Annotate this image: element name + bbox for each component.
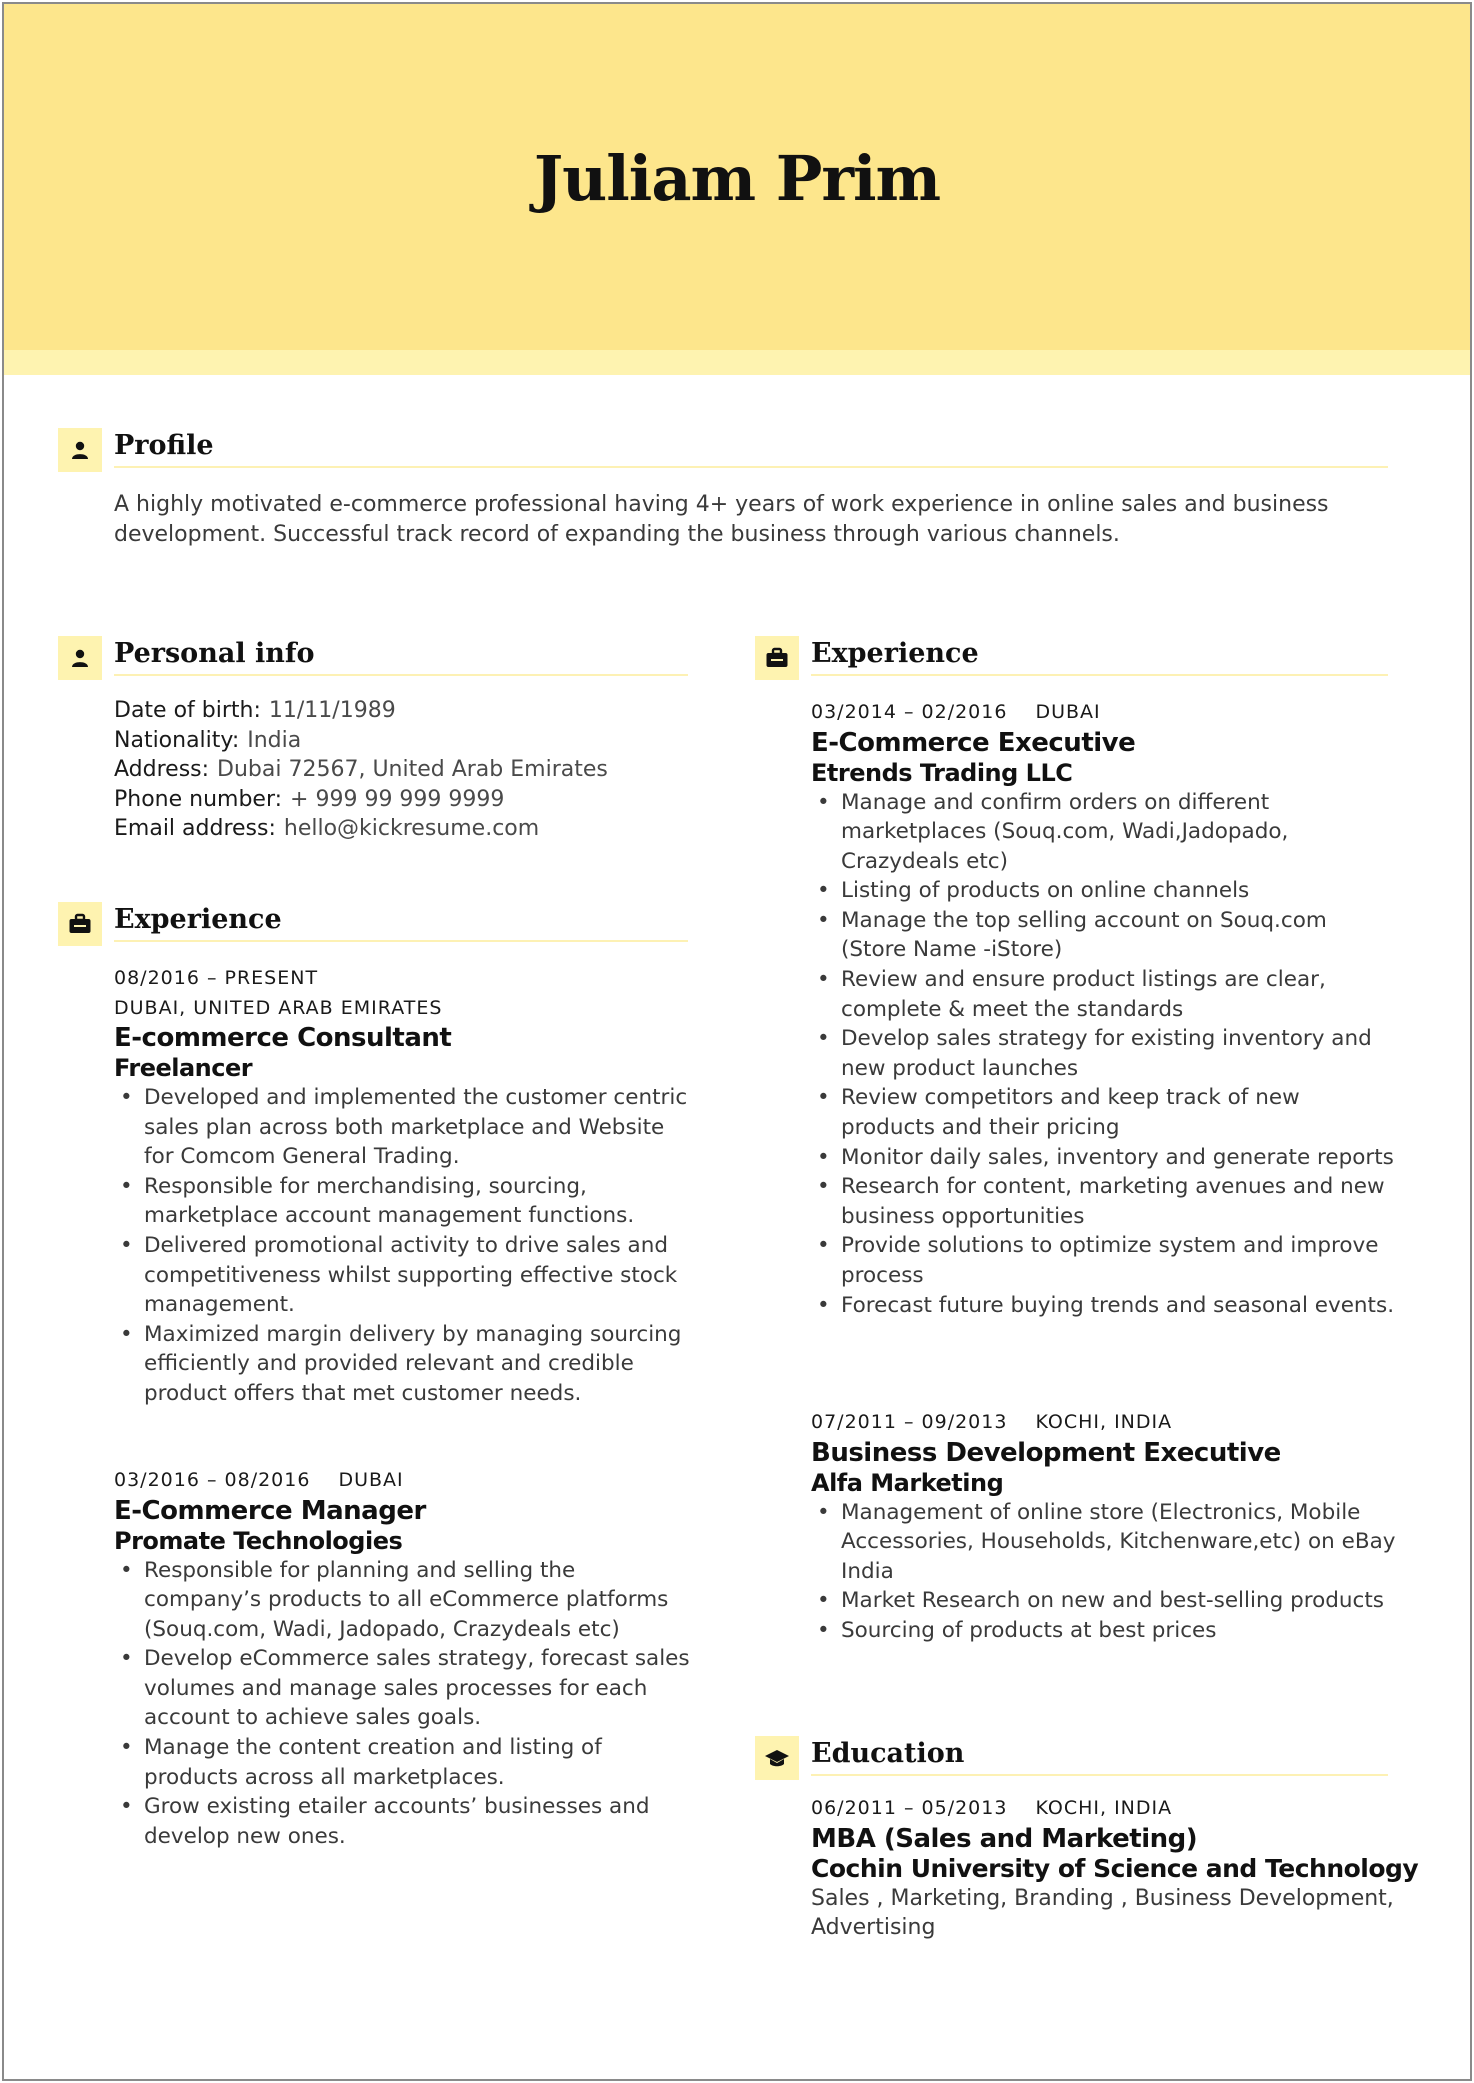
profile-title: Profile — [114, 430, 214, 461]
candidate-name: Juliam Prim — [533, 142, 941, 215]
section-divider — [114, 940, 688, 942]
personal-info-title: Personal info — [114, 638, 315, 669]
job-bullets — [811, 788, 1396, 1321]
list-item: • Listing of products on online channels — [811, 876, 1396, 906]
personal-info-section-header — [58, 636, 688, 682]
personal-info-row — [114, 814, 694, 844]
personal-info-list — [114, 696, 694, 844]
info-value: Dubai 72567, United Arab Emirates — [217, 757, 608, 782]
list-item: • Monitor daily sales, inventory and generate reports — [811, 1143, 1396, 1173]
list-item: • Responsible for merchandising, sourcing, marketplace account management functions. — [114, 1172, 694, 1231]
job-location: DUBAI — [1035, 701, 1101, 723]
personal-info-row — [114, 755, 694, 785]
job-role: Business Development Executive — [811, 1437, 1281, 1468]
list-item: • Developed and implemented the customer centric sales plan across both marketplace and Website for Comcom General Trading. — [114, 1083, 694, 1172]
job-company: Promate Technologies — [114, 1526, 403, 1555]
education-dates: 06/2011 – 05/2013 — [811, 1797, 1008, 1819]
list-item: • Delivered promotional activity to drive sales and competitiveness whilst supporting effective stock management. — [114, 1231, 694, 1320]
info-value: + 999 99 999 9999 — [290, 786, 505, 812]
info-value: 11/11/1989 — [268, 698, 396, 723]
briefcase-icon — [58, 902, 102, 946]
person-icon — [58, 636, 102, 680]
job-role: E-Commerce Executive — [811, 727, 1136, 758]
list-item: • Responsible for planning and selling the company’s products to all eCommerce platforms (Souq.com, Wadi, Jadopado, Crazydeals etc) — [114, 1556, 694, 1645]
list-item: • Maximized margin delivery by managing sourcing efficiently and provided relevant and credible product offers that met customer needs. — [114, 1320, 694, 1409]
job-role: E-commerce Consultant — [114, 1023, 452, 1053]
briefcase-icon — [755, 636, 799, 680]
info-value: hello@kickresume.com — [283, 816, 540, 841]
profile-summary: A highly motivated e-commerce professional having 4+ years of work experience in online sales and business development. Successful track record of expanding the business through various channels. — [114, 492, 1329, 547]
experience-title: Experience — [114, 904, 282, 935]
header-strip — [4, 350, 1470, 375]
job-location: KOCHI, INDIA — [1035, 1411, 1173, 1433]
list-item: • Research for content, marketing avenues and new business opportunities — [811, 1172, 1396, 1231]
job-role: E-Commerce Manager — [114, 1495, 426, 1526]
list-item: • Develop eCommerce sales strategy, forecast sales volumes and manage sales processes for each account to achieve sales goals. — [114, 1644, 694, 1733]
section-divider — [811, 674, 1388, 676]
experience-title: Experience — [811, 638, 979, 669]
job-dates: 08/2016 – PRESENT — [114, 967, 319, 989]
section-divider — [114, 466, 1388, 468]
list-item: • Sourcing of products at best prices — [811, 1616, 1396, 1646]
job-dates: 07/2011 – 09/2013 — [811, 1411, 1008, 1433]
graduation-cap-icon — [755, 1736, 799, 1780]
personal-info-row — [114, 726, 694, 756]
education-degree: MBA (Sales and Marketing) — [811, 1823, 1198, 1854]
list-item: • Market Research on new and best-selling products — [811, 1586, 1396, 1616]
person-icon — [58, 428, 102, 472]
list-item: • Develop sales strategy for existing inventory and new product launches — [811, 1024, 1396, 1083]
experience-right-section-header — [755, 636, 1388, 682]
list-item: • Manage the top selling account on Souq.com (Store Name -iStore) — [811, 906, 1396, 965]
education-section-header — [755, 1736, 1388, 1782]
education-school: Cochin University of Science and Technology — [811, 1853, 1419, 1883]
job-company: Freelancer — [114, 1054, 253, 1082]
job-entry — [811, 1408, 1396, 1645]
info-label: Nationality: — [114, 727, 240, 753]
job-bullets — [811, 1498, 1396, 1646]
job-meta — [114, 1466, 694, 1496]
info-value: India — [247, 727, 302, 753]
list-item: • Manage and confirm orders on different marketplaces (Souq.com, Wadi,Jadopado, Crazydeals etc) — [811, 788, 1396, 877]
education-location: KOCHI, INDIA — [1035, 1797, 1173, 1819]
info-label: Date of birth: — [114, 698, 261, 723]
list-item: • Management of online store (Electronics, Mobile Accessories, Households, Kitchenware,etc) on eBay India — [811, 1498, 1396, 1587]
job-entry — [114, 1466, 694, 1851]
list-item: • Provide solutions to optimize system and improve process — [811, 1231, 1396, 1290]
job-dates: 03/2014 – 02/2016 — [811, 701, 1008, 723]
section-divider — [811, 1774, 1388, 1776]
personal-info-row — [114, 785, 694, 815]
job-bullets — [114, 1556, 694, 1852]
list-item: • Manage the content creation and listing of products across all marketplaces. — [114, 1733, 694, 1792]
job-entry — [114, 964, 694, 1409]
list-item: • Grow existing etailer accounts’ businesses and develop new ones. — [114, 1792, 694, 1851]
info-label: Phone number: — [114, 786, 283, 812]
section-divider — [114, 674, 688, 676]
personal-info-row — [114, 696, 694, 726]
job-entry — [811, 698, 1396, 1320]
job-location: DUBAI, UNITED ARAB EMIRATES — [114, 996, 443, 1019]
experience-left-section-header — [58, 902, 688, 948]
education-title: Education — [811, 1738, 965, 1769]
education-entry — [811, 1794, 1419, 1943]
job-location: DUBAI — [338, 1469, 404, 1491]
job-meta — [811, 698, 1396, 728]
list-item: • Review and ensure product listings are clear, complete & meet the standards — [811, 965, 1396, 1024]
job-bullets — [114, 1083, 694, 1409]
list-item: • Forecast future buying trends and seasonal events. — [811, 1291, 1396, 1321]
job-company: Etrends Trading LLC — [811, 758, 1073, 787]
info-label: Email address: — [114, 816, 276, 841]
job-company: Alfa Marketing — [811, 1468, 1004, 1497]
education-meta — [811, 1794, 1396, 1824]
info-label: Address: — [114, 757, 210, 782]
job-dates: 03/2016 – 08/2016 — [114, 1469, 311, 1491]
education-description: Sales , Marketing, Branding , Business Development, Advertising — [811, 1885, 1394, 1940]
job-meta — [811, 1408, 1396, 1438]
profile-section-header — [58, 428, 1388, 474]
list-item: • Review competitors and keep track of new products and their pricing — [811, 1083, 1396, 1142]
